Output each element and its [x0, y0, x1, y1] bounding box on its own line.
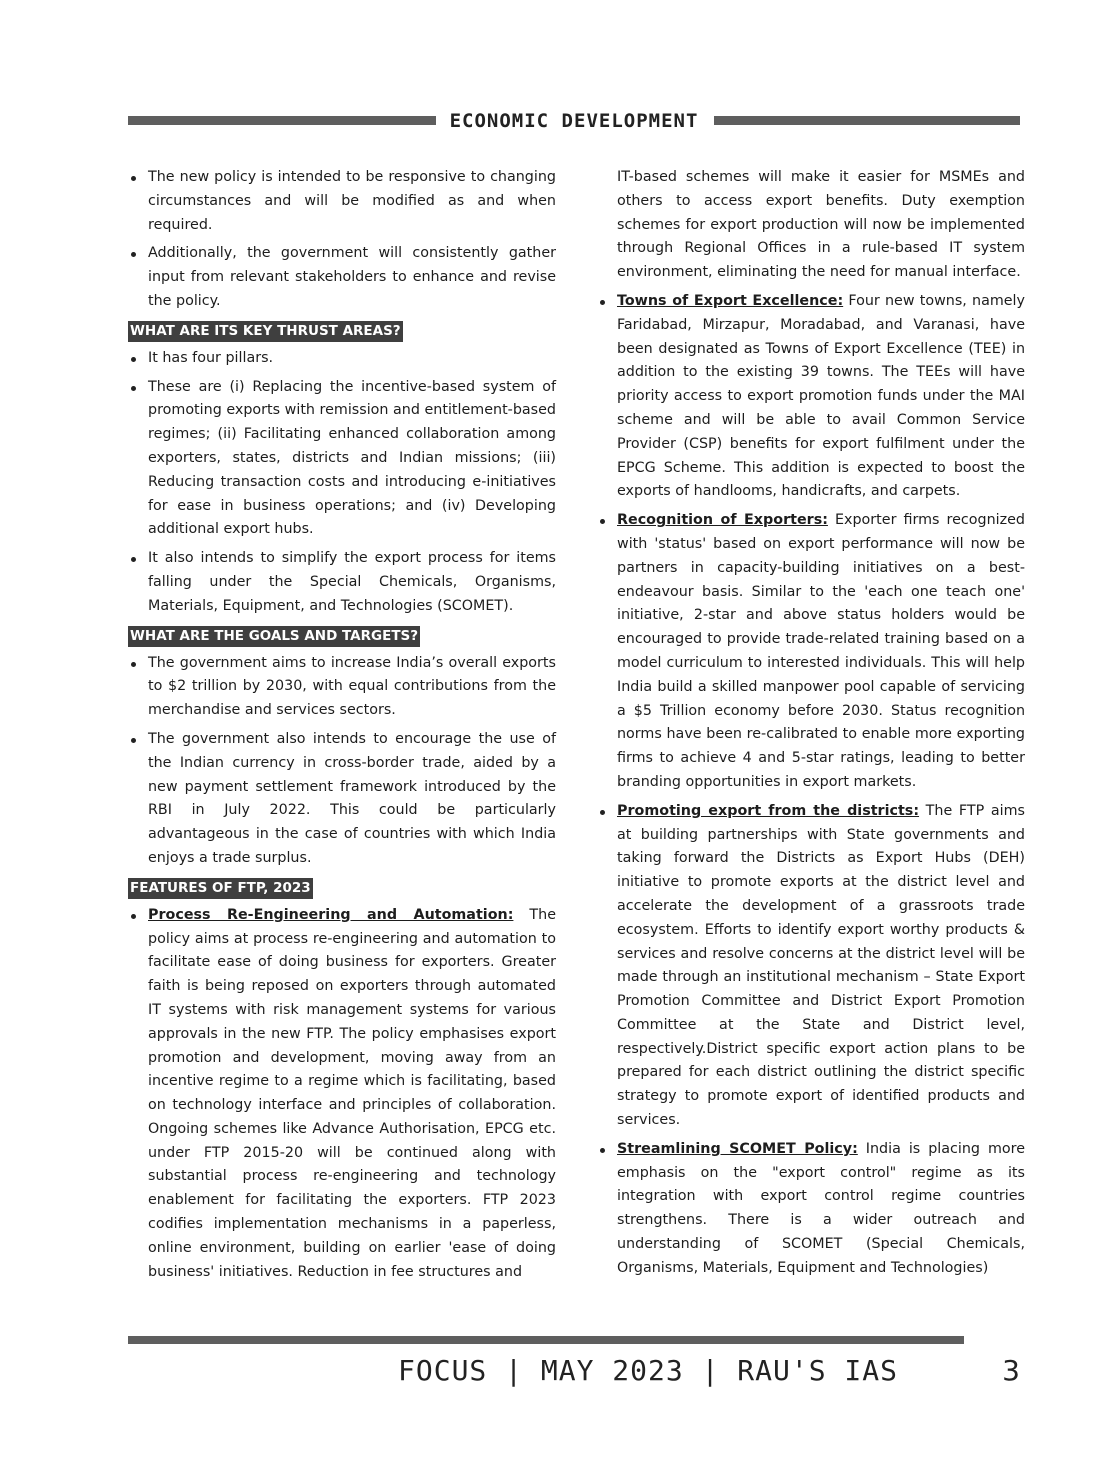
list-item: It has four pillars. [128, 347, 556, 371]
list-item [597, 290, 1025, 504]
item-lead: Recognition of Exporters: [617, 512, 828, 529]
section-heading-features: FEATURES OF FTP, 2023 [128, 878, 313, 899]
page-footer [128, 1352, 1020, 1392]
list-item: The new policy is intended to be responsive to changing circumstances and will be modified as and when required. [128, 166, 556, 237]
goals-list [128, 652, 556, 871]
section-title: ECONOMIC DEVELOPMENT [449, 110, 699, 132]
item-lead: Towns of Export Excellence: [617, 292, 844, 309]
footer-rule [128, 1336, 964, 1344]
section-heading-goals: WHAT ARE THE GOALS AND TARGETS? [128, 626, 420, 647]
item-lead: Promoting export from the districts: [617, 802, 920, 819]
item-lead: Streamlining SCOMET Policy: [617, 1140, 858, 1157]
page-header [128, 108, 1020, 134]
list-item: The government also intends to encourage the use of the Indian currency in cross-border trade, aided by a new payment settlement framework introduced by the RBI in July 2022. This could be particularly advantageous in the case of countries with which India enjoys a trade surplus. [128, 728, 556, 871]
list-item: The government aims to increase India’s overall exports to $2 trillion by 2030, with equal contributions from the merchandise and services sectors. [128, 652, 556, 723]
page-number: 3 [1002, 1354, 1020, 1387]
list-item [597, 509, 1025, 795]
footer-text: FOCUS | MAY 2023 | RAU'S IAS [398, 1354, 899, 1387]
list-item: It also intends to simplify the export process for items falling under the Special Chemicals, Organisms, Materials, Equipment, and Technologies (SCOMET). [128, 547, 556, 618]
item-lead: Process Re-Engineering and Automation: [148, 906, 514, 923]
list-item [597, 1138, 1025, 1281]
item-text: The FTP aims at building partnerships with State governments and taking forward the Districts as Export Hubs (DEH) initiative to promote exports at the district level and accelerate the development of a grassroots trade ecosystem. Efforts to identify export worthy products & services and resolve concerns at the district level will be made through an institutional mechanism – State Export Promotion Committee and District Export Promotion Committee at the State and District level, respectively.District specific export action plans to be prepared for each district outlining the district specific strategy to promote export of identified products and services. [617, 802, 1025, 1129]
list-item: These are (i) Replacing the incentive-based system of promoting exports with remission and entitlement-based regimes; (ii) Facilitating enhanced collaboration among exporters, states, districts and Indian missions; (iii) Reducing transaction costs and introducing e-initiatives for ease in business operations; and (iv) Developing additional export hubs. [128, 376, 556, 543]
features-list [128, 904, 556, 1285]
item-text: Four new towns, namely Faridabad, Mirzapur, Moradabad, and Varanasi, have been designated as Towns of Export Excellence (TEE) in addition to the existing 39 towns. The TEEs will have priority access to export promotion funds under the MAI scheme and will be able to avail Common Service Provider (CSP) benefits for export fulfilment under the EPCG Scheme. This addition is expected to boost the exports of handlooms, handicrafts, and carpets. [617, 292, 1025, 500]
list-item [597, 800, 1025, 1133]
list-item [128, 904, 556, 1285]
right-column [597, 166, 1025, 1286]
features-list-continued [597, 166, 1025, 1281]
intro-list [128, 166, 556, 314]
list-item-continuation: IT-based schemes will make it easier for MSMEs and others to access export benefits. Duty exemption schemes for export production will now be implemented through Regional Offices in a rule-based IT system environment, eliminating the need for manual interface. [617, 169, 1025, 281]
list-item: Additionally, the government will consistently gather input from relevant stakeholders to enhance and revise the policy. [128, 242, 556, 313]
section-heading-thrust: WHAT ARE ITS KEY THRUST AREAS? [128, 321, 403, 342]
left-column [128, 166, 556, 1289]
item-text: The policy aims at process re-engineering and automation to facilitate ease of doing business for exporters. Greater faith is being reposed on exporters through automated IT systems with risk management systems for various approvals in the new FTP. The policy emphasises export promotion and development, moving away from an incentive regime to a regime which is facilitating, based on technology interface and principles of collaboration. Ongoing schemes like Advance Authorisation, EPCG etc. under FTP 2015-20 will be continued along with substantial process re-engineering and technology enablement for facilitating the exporters. FTP 2023 codifies implementation mechanisms in a paperless, online environment, building on earlier 'ease of doing business' initiatives. Reduction in fee structures and [148, 906, 556, 1280]
thrust-list [128, 347, 556, 619]
item-text: Exporter firms recognized with 'status' based on export performance will now be partners in capacity-building initiatives on a best-endeavour basis. Similar to the 'each one teach one' initiative, 2-star and above status holders would be encouraged to provide trade-related training based on a model curriculum to interested individuals. This will help India build a skilled manpower pool capable of servicing a $5 Trillion economy before 2030. Status recognition norms have been re-calibrated to enable more exporting firms to achieve 4 and 5-star ratings, leading to better branding opportunities in export markets. [617, 512, 1026, 790]
item-text: India is placing more emphasis on the "export control" regime as its integration with export control regime countries strengthens. There is a wider outreach and understanding of SCOMET (Special Chemicals, Organisms, Materials, Equipment and Technologies) [617, 1140, 1025, 1276]
header-rule-right [714, 116, 1020, 125]
